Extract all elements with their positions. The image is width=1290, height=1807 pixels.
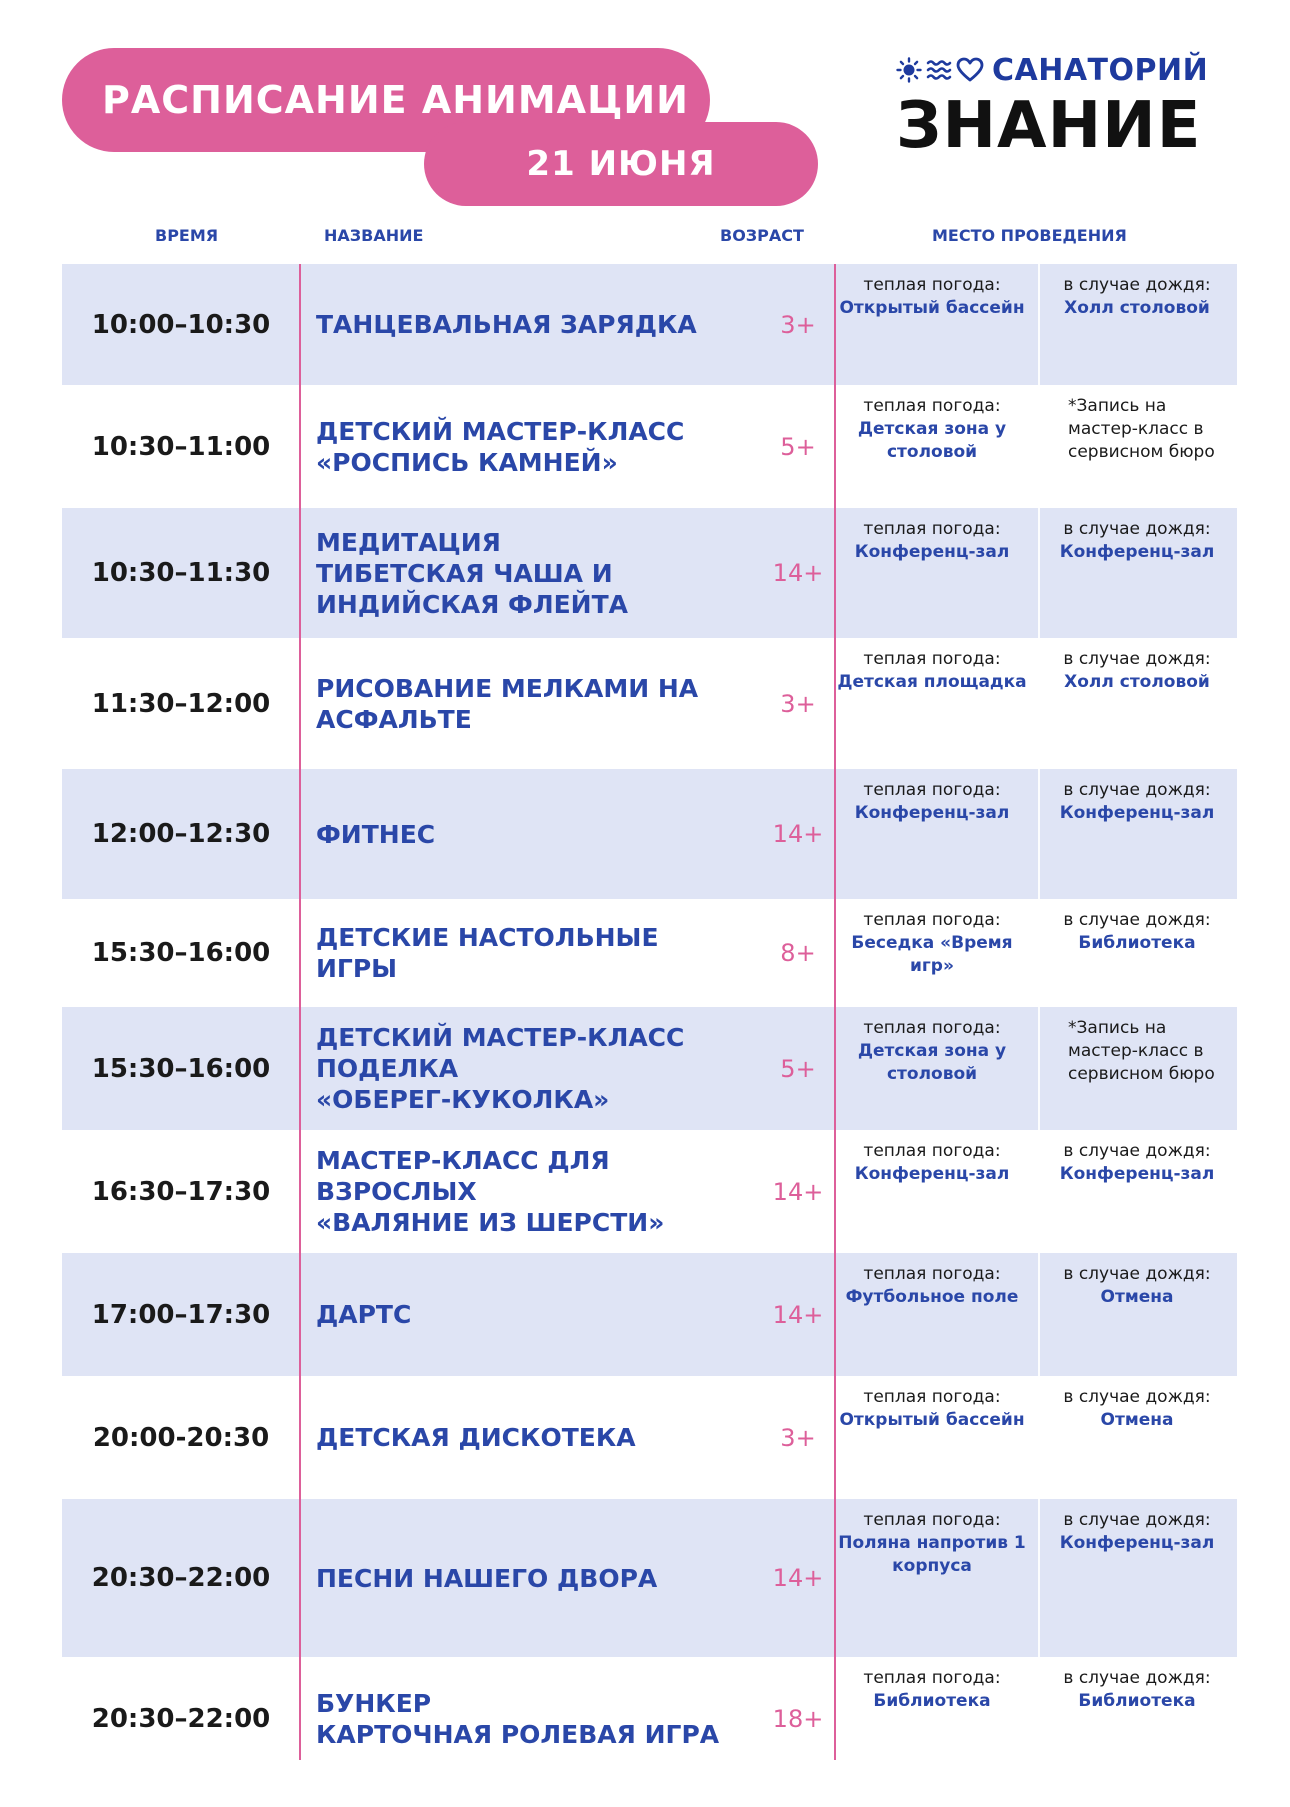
warm-weather-label: теплая погода: (863, 1018, 1001, 1038)
page-date: 21 ИЮНЯ (526, 144, 716, 184)
event-name (316, 769, 746, 899)
warm-weather-value: Беседка «Время игр» (851, 933, 1013, 976)
warm-weather-place (834, 779, 1030, 825)
warm-weather-label: теплая погода: (863, 910, 1001, 930)
table-row (62, 1499, 1237, 1657)
event-name (316, 385, 746, 508)
column-header-age: ВОЗРАСТ (720, 226, 804, 245)
warm-weather-label: теплая погода: (863, 519, 1001, 539)
event-time: 10:00–10:30 (91, 309, 271, 340)
warm-weather-value: Библиотека (873, 1691, 991, 1711)
event-time: 20:30–22:00 (91, 1704, 271, 1734)
event-name (316, 1130, 746, 1253)
warm-weather-place (834, 648, 1030, 694)
table-row (62, 1376, 1237, 1499)
rain-value: Конференц-зал (1059, 542, 1215, 562)
event-time: 10:30–11:30 (91, 558, 271, 588)
event-age: 5+ (780, 432, 816, 461)
event-name (316, 899, 746, 1007)
rain-label: в случае дождя: (1063, 910, 1211, 930)
column-divider (1038, 264, 1040, 1760)
event-age: 14+ (772, 1177, 824, 1206)
warm-weather-label: теплая погода: (863, 649, 1001, 669)
logo-wordmark: ЗНАНИЕ (896, 89, 1202, 163)
rain-value: Отмена (1100, 1410, 1174, 1430)
rain-value: Холл столовой (1064, 298, 1210, 318)
rain-place (1037, 1667, 1237, 1713)
warm-weather-value: Конференц-зал (854, 1164, 1010, 1184)
signup-note: *Запись на мастер-класс в сервисном бюро (1068, 1018, 1215, 1084)
column-header-time: ВРЕМЯ (155, 226, 219, 245)
rain-value: Библиотека (1078, 1691, 1196, 1711)
event-name-line: «ВАЛЯНИЕ ИЗ ШЕРСТИ» (316, 1208, 665, 1237)
warm-weather-label: теплая погода: (863, 1264, 1001, 1284)
event-age: 8+ (780, 939, 816, 967)
table-row (62, 1253, 1237, 1376)
event-name-line: ПОДЕЛКА (316, 1054, 459, 1083)
warm-weather-label: теплая погода: (863, 1668, 1001, 1688)
event-name-line: ТАНЦЕВАЛЬНАЯ ЗАРЯДКА (316, 310, 697, 339)
event-age: 14+ (772, 1564, 824, 1592)
rain-place (1037, 1263, 1237, 1309)
warm-weather-label: теплая погода: (863, 1141, 1001, 1161)
column-divider (834, 264, 836, 1760)
event-name-line: ПЕСНИ НАШЕГО ДВОРА (316, 1563, 658, 1593)
warm-weather-value: Конференц-зал (854, 803, 1010, 823)
logo (896, 52, 1216, 168)
warm-weather-place (834, 518, 1030, 564)
warm-weather-value: Детская площадка (837, 672, 1027, 692)
rain-label: в случае дождя: (1063, 519, 1211, 539)
rain-label: в случае дождя: (1063, 275, 1211, 295)
event-time: 15:30–16:00 (91, 1053, 271, 1084)
table-row (62, 1130, 1237, 1253)
rain-value: Конференц-зал (1059, 1164, 1215, 1184)
event-name-line: «ОБЕРЕГ-КУКОЛКА» (316, 1085, 610, 1114)
signup-note: *Запись на мастер-класс в сервисном бюро (1068, 396, 1215, 462)
column-header-place: МЕСТО ПРОВЕДЕНИЯ (932, 226, 1127, 245)
rain-place (1037, 518, 1237, 564)
rain-place (1037, 779, 1237, 825)
warm-weather-place (834, 1140, 1030, 1186)
rain-label: в случае дождя: (1063, 1668, 1211, 1688)
logo-caption: САНАТОРИЙ (992, 52, 1209, 88)
table-row (62, 508, 1237, 638)
event-time: 20:30–22:00 (91, 1563, 271, 1593)
warm-weather-place (834, 1667, 1030, 1713)
warm-weather-value: Футбольное поле (845, 1287, 1019, 1307)
event-name-line: ДЕТСКИЕ НАСТОЛЬНЫЕ (316, 923, 659, 952)
warm-weather-place (834, 1386, 1030, 1432)
table-row (62, 385, 1237, 508)
warm-weather-value: Конференц-зал (854, 542, 1010, 562)
event-age: 3+ (780, 1423, 816, 1452)
event-time: 11:30–12:00 (91, 688, 271, 719)
page-title: РАСПИСАНИЕ АНИМАЦИИ (102, 78, 689, 122)
rain-value: Отмена (1100, 1287, 1174, 1307)
date-banner (424, 122, 818, 206)
rain-value: Конференц-зал (1059, 803, 1215, 823)
event-name-line: ИНДИЙСКАЯ ФЛЕЙТА (316, 589, 628, 619)
warm-weather-label: теплая погода: (863, 1387, 1001, 1407)
waves-icon (926, 57, 952, 83)
warm-weather-label: теплая погода: (863, 780, 1001, 800)
event-name (316, 264, 746, 385)
warm-weather-label: теплая погода: (863, 1510, 1001, 1530)
event-name-line: ИГРЫ (316, 954, 398, 983)
warm-weather-label: теплая погода: (863, 275, 1001, 295)
event-time: 20:00-20:30 (92, 1422, 270, 1453)
event-name-line: ФИТНЕС (316, 819, 436, 849)
rain-label: в случае дождя: (1063, 649, 1211, 669)
event-name-line: ДЕТСКАЯ ДИСКОТЕКА (316, 1423, 636, 1452)
event-name-line: МЕДИТАЦИЯ (316, 527, 501, 557)
rain-label: в случае дождя: (1063, 1510, 1211, 1530)
event-name (316, 1499, 746, 1657)
warm-weather-place (834, 909, 1030, 978)
rain-place (1037, 648, 1237, 694)
event-time: 15:30–16:00 (91, 938, 271, 968)
warm-weather-place (834, 1263, 1030, 1309)
table-row (62, 1657, 1237, 1781)
rain-label: в случае дождя: (1063, 1264, 1211, 1284)
rain-place (1037, 274, 1237, 320)
event-age: 5+ (780, 1054, 816, 1083)
event-name-line: БУНКЕР (316, 1689, 432, 1718)
event-name-line: РИСОВАНИЕ МЕЛКАМИ НА (316, 673, 699, 703)
rain-label: в случае дождя: (1063, 1387, 1211, 1407)
event-name-line: КАРТОЧНАЯ РОЛЕВАЯ ИГРА (316, 1720, 720, 1749)
event-age: 14+ (772, 559, 824, 587)
event-name-line: ДЕТСКИЙ МАСТЕР-КЛАСС (316, 416, 685, 446)
event-name-line: ТИБЕТСКАЯ ЧАША И (316, 558, 613, 588)
rain-label: в случае дождя: (1063, 780, 1211, 800)
event-age: 14+ (772, 820, 824, 848)
rain-value: Холл столовой (1064, 672, 1210, 692)
rain-place (1037, 909, 1237, 955)
warm-weather-value: Поляна напротив 1 корпуса (838, 1533, 1026, 1576)
event-age: 3+ (780, 310, 816, 339)
warm-weather-place (834, 395, 1030, 464)
warm-weather-value: Открытый бассейн (839, 1410, 1025, 1430)
rain-value: Конференц-зал (1059, 1533, 1215, 1553)
event-time: 10:30–11:00 (91, 431, 271, 462)
column-header-name: НАЗВАНИЕ (324, 226, 424, 245)
warm-weather-value: Детская зона у столовой (857, 419, 1007, 462)
event-name-line: ДЕТСКИЙ МАСТЕР-КЛАСС (316, 1023, 685, 1052)
table-row (62, 264, 1237, 385)
event-name (316, 1253, 746, 1376)
rain-label: в случае дождя: (1063, 1141, 1211, 1161)
event-name (316, 508, 746, 638)
event-name (316, 1007, 746, 1130)
event-age: 18+ (772, 1705, 824, 1733)
rain-place (1037, 1509, 1237, 1555)
event-name (316, 1657, 746, 1781)
event-name-line: ДАРТС (316, 1300, 412, 1329)
column-divider (299, 264, 301, 1760)
event-name (316, 638, 746, 769)
warm-weather-place (834, 274, 1030, 320)
rain-value: Библиотека (1078, 933, 1196, 953)
warm-weather-place (834, 1509, 1030, 1578)
event-name-line: «РОСПИСЬ КАМНЕЙ» (316, 447, 618, 477)
event-time: 12:00–12:30 (91, 819, 271, 849)
sun-icon (896, 57, 922, 83)
event-name (316, 1376, 746, 1499)
event-name-line: МАСТЕР-КЛАСС ДЛЯ (316, 1146, 610, 1175)
warm-weather-value: Открытый бассейн (839, 298, 1025, 318)
table-row (62, 638, 1237, 769)
warm-weather-label: теплая погода: (863, 396, 1001, 416)
event-name-line: ВЗРОСЛЫХ (316, 1177, 477, 1206)
event-age: 3+ (780, 689, 816, 718)
warm-weather-place (834, 1017, 1030, 1086)
event-age: 14+ (772, 1300, 824, 1329)
event-time: 17:00–17:30 (91, 1299, 271, 1330)
warm-weather-value: Детская зона у столовой (857, 1041, 1007, 1084)
table-row (62, 1007, 1237, 1130)
heart-icon (956, 57, 984, 83)
event-time: 16:30–17:30 (91, 1176, 271, 1207)
rain-place (1037, 1140, 1237, 1186)
table-row (62, 899, 1237, 1007)
schedule-table (62, 264, 1237, 1781)
table-row (62, 769, 1237, 899)
event-name-line: АСФАЛЬТЕ (316, 704, 472, 734)
rain-place (1037, 1386, 1237, 1432)
